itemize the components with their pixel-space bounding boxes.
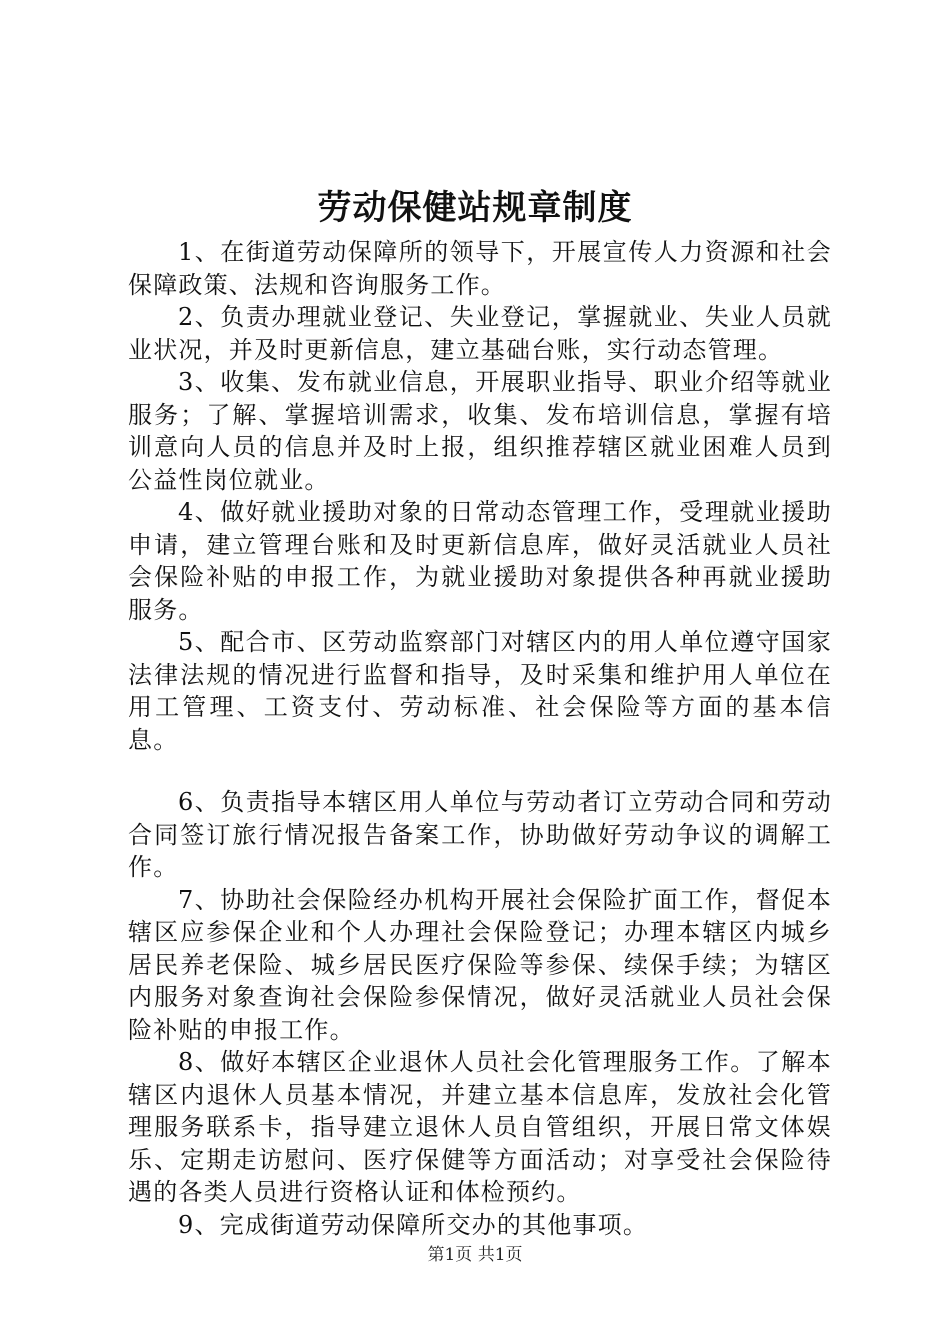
paragraph-8: 8、做好本辖区企业退休人员社会化管理服务工作。了解本辖区内退休人员基本情况，并建立基本信息库，发放社会化管理服务联系卡，指导建立退休人员自管组织，开展日常文体娱乐、定期走访慰问、医疗保健等方面活动；对享受社会保险待遇的各类人员进行资格认证和体检预约。 <box>128 1048 832 1206</box>
paragraph-7: 7、协助社会保险经办机构开展社会保险扩面工作，督促本辖区应参保企业和个人办理社会保险登记；办理本辖区内城乡居民养老保险、城乡居民医疗保险等参保、续保手续；为辖区内服务对象查询社会保险参保情况，做好灵活就业人员社会保险补贴的申报工作。 <box>128 885 832 1044</box>
paragraph-1: 1、在街道劳动保障所的领导下，开展宣传人力资源和社会保障政策、法规和咨询服务工作。 <box>128 238 832 299</box>
paragraph-spacer <box>128 756 832 786</box>
document-title: 劳动保健站规章制度 <box>317 188 633 228</box>
paragraph-2: 2、负责办理就业登记、失业登记，掌握就业、失业人员就业状况，并及时更新信息，建立基础台账，实行动态管理。 <box>128 303 832 364</box>
paragraph-3: 3、收集、发布就业信息，开展职业指导、职业介绍等就业服务；了解、掌握培训需求，收集、发布培训信息，掌握有培训意向人员的信息并及时上报，组织推荐辖区就业困难人员到公益性岗位就业。 <box>128 368 832 494</box>
paragraph-9: 9、完成街道劳动保障所交办的其他事项。 <box>178 1210 649 1239</box>
paragraph-5: 5、配合市、区劳动监察部门对辖区内的用人单位遵守国家法律法规的情况进行监督和指导，及时采集和维护用人单位在用工管理、工资支付、劳动标准、社会保险等方面的基本信息。 <box>128 628 832 754</box>
page-number-footer: 第1页 共1页 <box>427 1245 523 1265</box>
document-body <box>128 236 832 1241</box>
paragraph-6: 6、负责指导本辖区用人单位与劳动者订立劳动合同和劳动合同签订旅行情况报告备案工作，协助做好劳动争议的调解工作。 <box>128 788 832 881</box>
paragraph-4: 4、做好就业援助对象的日常动态管理工作，受理就业援助申请，建立管理台账和及时更新信息库，做好灵活就业人员社会保险补贴的申报工作，为就业援助对象提供各种再就业援助服务。 <box>128 498 832 624</box>
